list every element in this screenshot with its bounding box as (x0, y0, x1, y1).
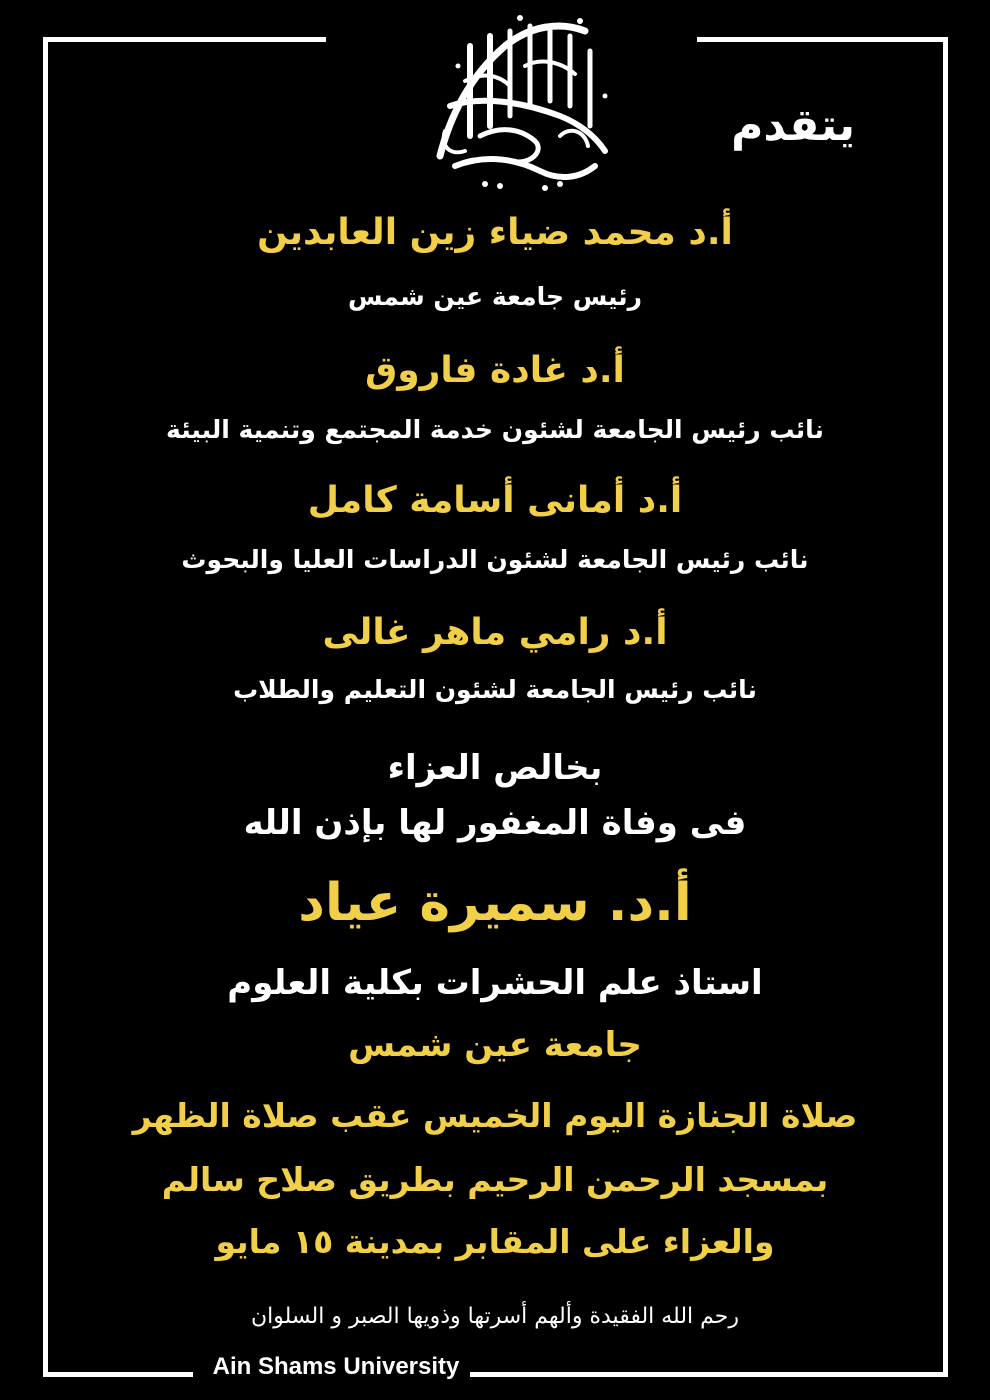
frame-top-right (697, 37, 948, 42)
official-name-4: أ.د رامي ماهر غالى (322, 612, 668, 653)
funeral-line-2: بمسجد الرحمن الرحيم بطريق صلاح سالم (161, 1160, 829, 1199)
frame-top-left (43, 37, 326, 42)
university-footer: Ain Shams University (212, 1353, 460, 1380)
official-title-3: نائب رئيس الجامعة لشئون الدراسات العليا والبحوث (181, 545, 809, 574)
official-name-1: أ.د محمد ضياء زين العابدين (257, 212, 733, 253)
presents-heading: يتقدم (731, 100, 855, 151)
official-title-1: رئيس جامعة عين شمس (347, 282, 643, 311)
condolence-line-1: بخالص العزاء (387, 748, 603, 788)
prayer-text: رحم الله الفقيدة وألهم أسرتها وذويها الصبر و السلوان (250, 1304, 740, 1329)
frame-bottom-left (43, 1372, 193, 1377)
deceased-position: استاذ علم الحشرات بكلية العلوم (227, 963, 763, 1003)
condolence-line-2: فى وفاة المغفور لها بإذن الله (243, 803, 747, 843)
official-name-3: أ.د أمانى أسامة كامل (307, 480, 683, 521)
official-name-2: أ.د غادة فاروق (365, 350, 625, 391)
funeral-line-3: والعزاء على المقابر بمدينة ١٥ مايو (215, 1222, 775, 1261)
deceased-name: أ.د. سميرة عياد (298, 873, 692, 933)
funeral-line-1: صلاة الجنازة اليوم الخميس عقب صلاة الظهر (132, 1096, 858, 1135)
official-title-2: نائب رئيس الجامعة لشئون خدمة المجتمع وتنمية البيئة (166, 415, 824, 444)
official-title-4: نائب رئيس الجامعة لشئون التعليم والطلاب (233, 675, 757, 704)
frame-bottom-right (470, 1372, 948, 1377)
deceased-university: جامعة عين شمس (348, 1025, 642, 1065)
inna-lillahi-calligraphy-icon (410, 6, 625, 196)
